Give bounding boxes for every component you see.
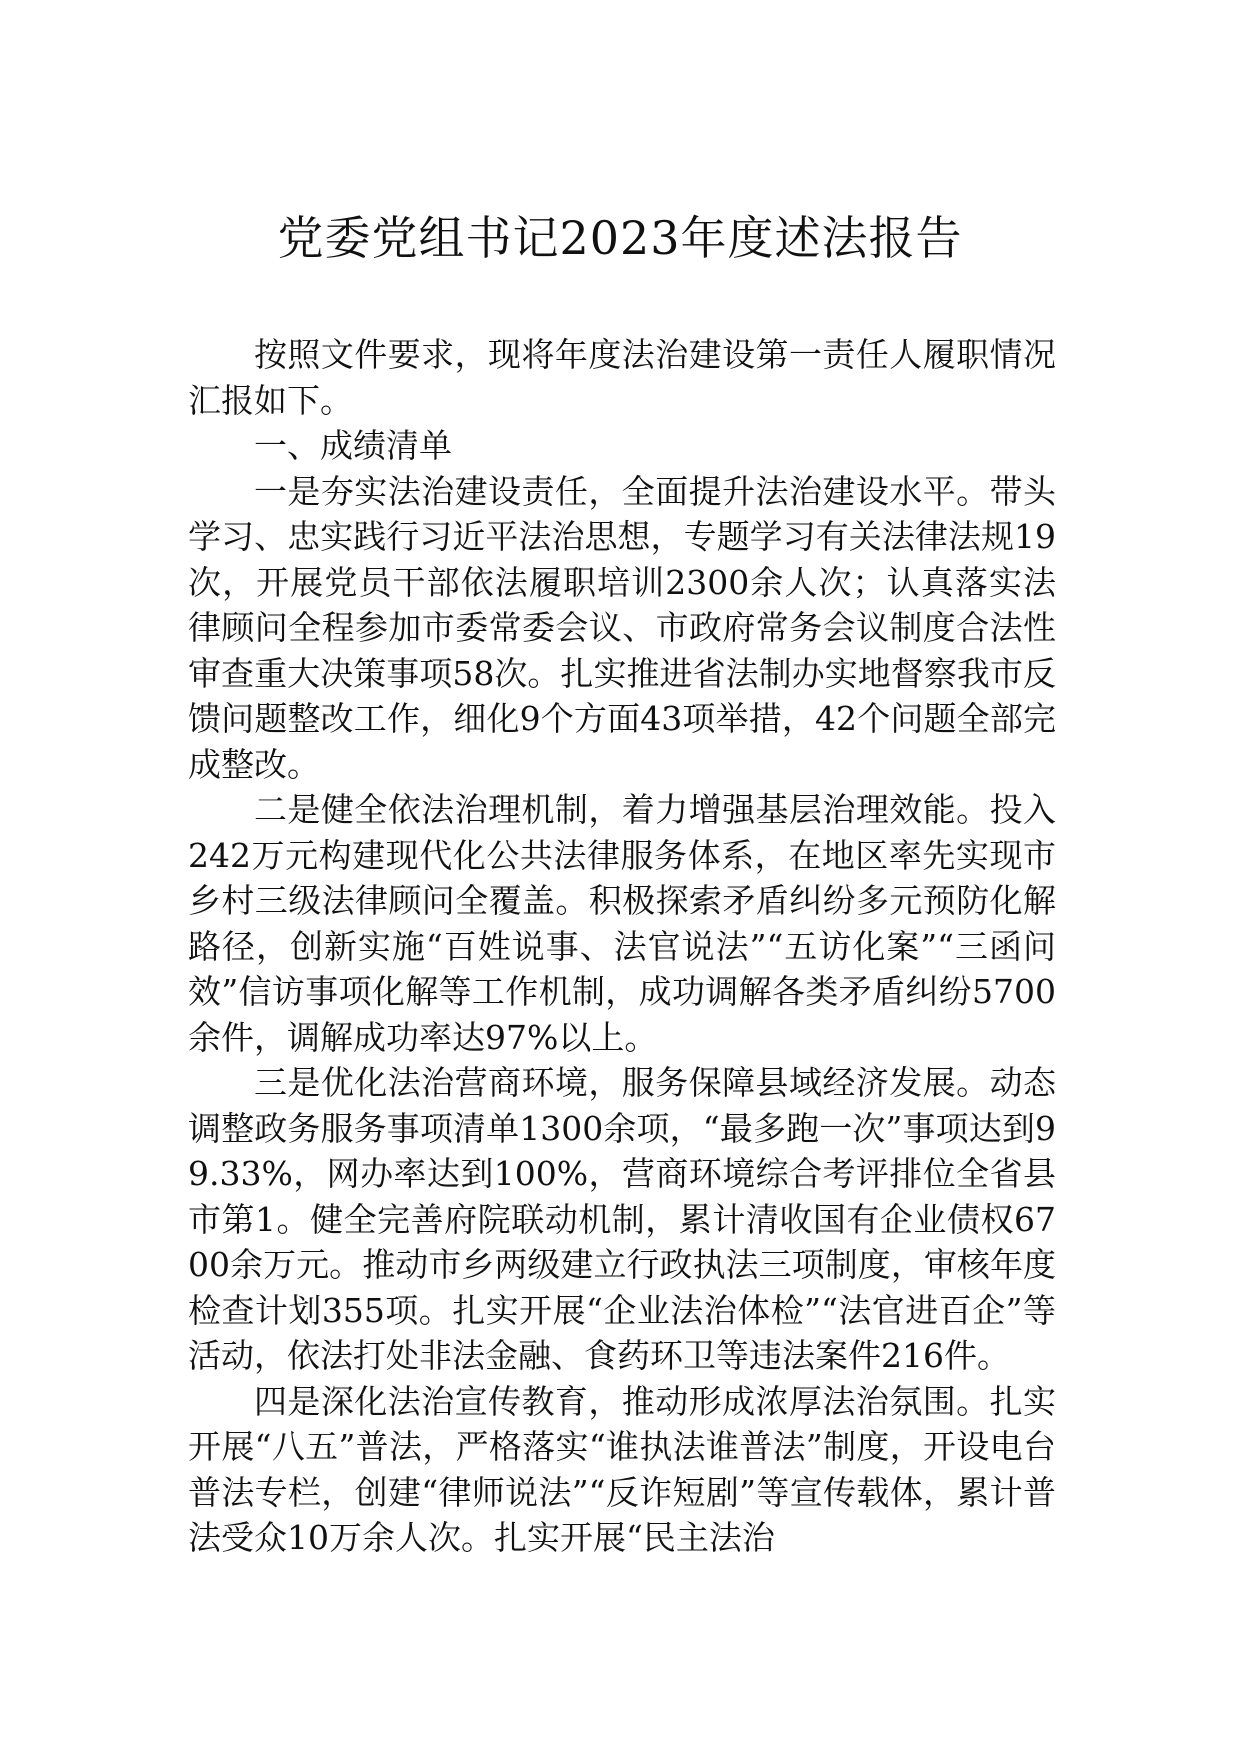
section-heading: 一、成绩清单 [254,426,452,465]
document-body [188,332,1056,1561]
paragraph-item-1: 一是夯实法治建设责任，全面提升法治建设水平。带头学习、忠实践行习近平法治思想，专题学习有关法律法规19次，开展党员干部依法履职培训2300余人次；认真落实法律顾问全程参加市委常委会议、市政府常务会议制度合法性审查重大决策事项58次。扎实推进省法制办实地督察我市反馈问题整改工作，细化9个方面43项举措，42个问题全部完成整改。 [188,471,1056,784]
document-title: 党委党组书记2023年度述法报告 [277,211,963,265]
paragraph-item-2: 二是健全依法治理机制，着力增强基层治理效能。投入242万元构建现代化公共法律服务体系，在地区率先实现市乡村三级法律顾问全覆盖。积极探索矛盾纠纷多元预防化解路径，创新实施“百姓说事、法官说法”“五访化案”“三函问效”信访事项化解等工作机制，成功调解各类矛盾纠纷5700余件，调解成功率达97%以上。 [188,790,1056,1057]
intro-paragraph: 按照文件要求，现将年度法治建设第一责任人履职情况汇报如下。 [188,335,1056,420]
paragraph-item-3: 三是优化法治营商环境，服务保障县域经济发展。动态调整政务服务事项清单1300余项，“最多跑一次”事项达到99.33%，网办率达到100%，营商环境综合考评排位全省县市第1。健全完善府院联动机制，累计清收国有企业债权6700余万元。推动市乡两级建立行政执法三项制度，审核年度检查计划355项。扎实开展“企业法治体检”“法官进百企”等活动，依法打处非法金融、食药环卫等违法案件216件。 [188,1063,1056,1375]
paragraph-item-4: 四是深化法治宣传教育，推动形成浓厚法治氛围。扎实开展“八五”普法，严格落实“谁执法谁普法”制度，开设电台普法专栏，创建“律师说法”“反诈短剧”等宣传载体，累计普法受众10万余人次。扎实开展“民主法治 [188,1381,1056,1557]
